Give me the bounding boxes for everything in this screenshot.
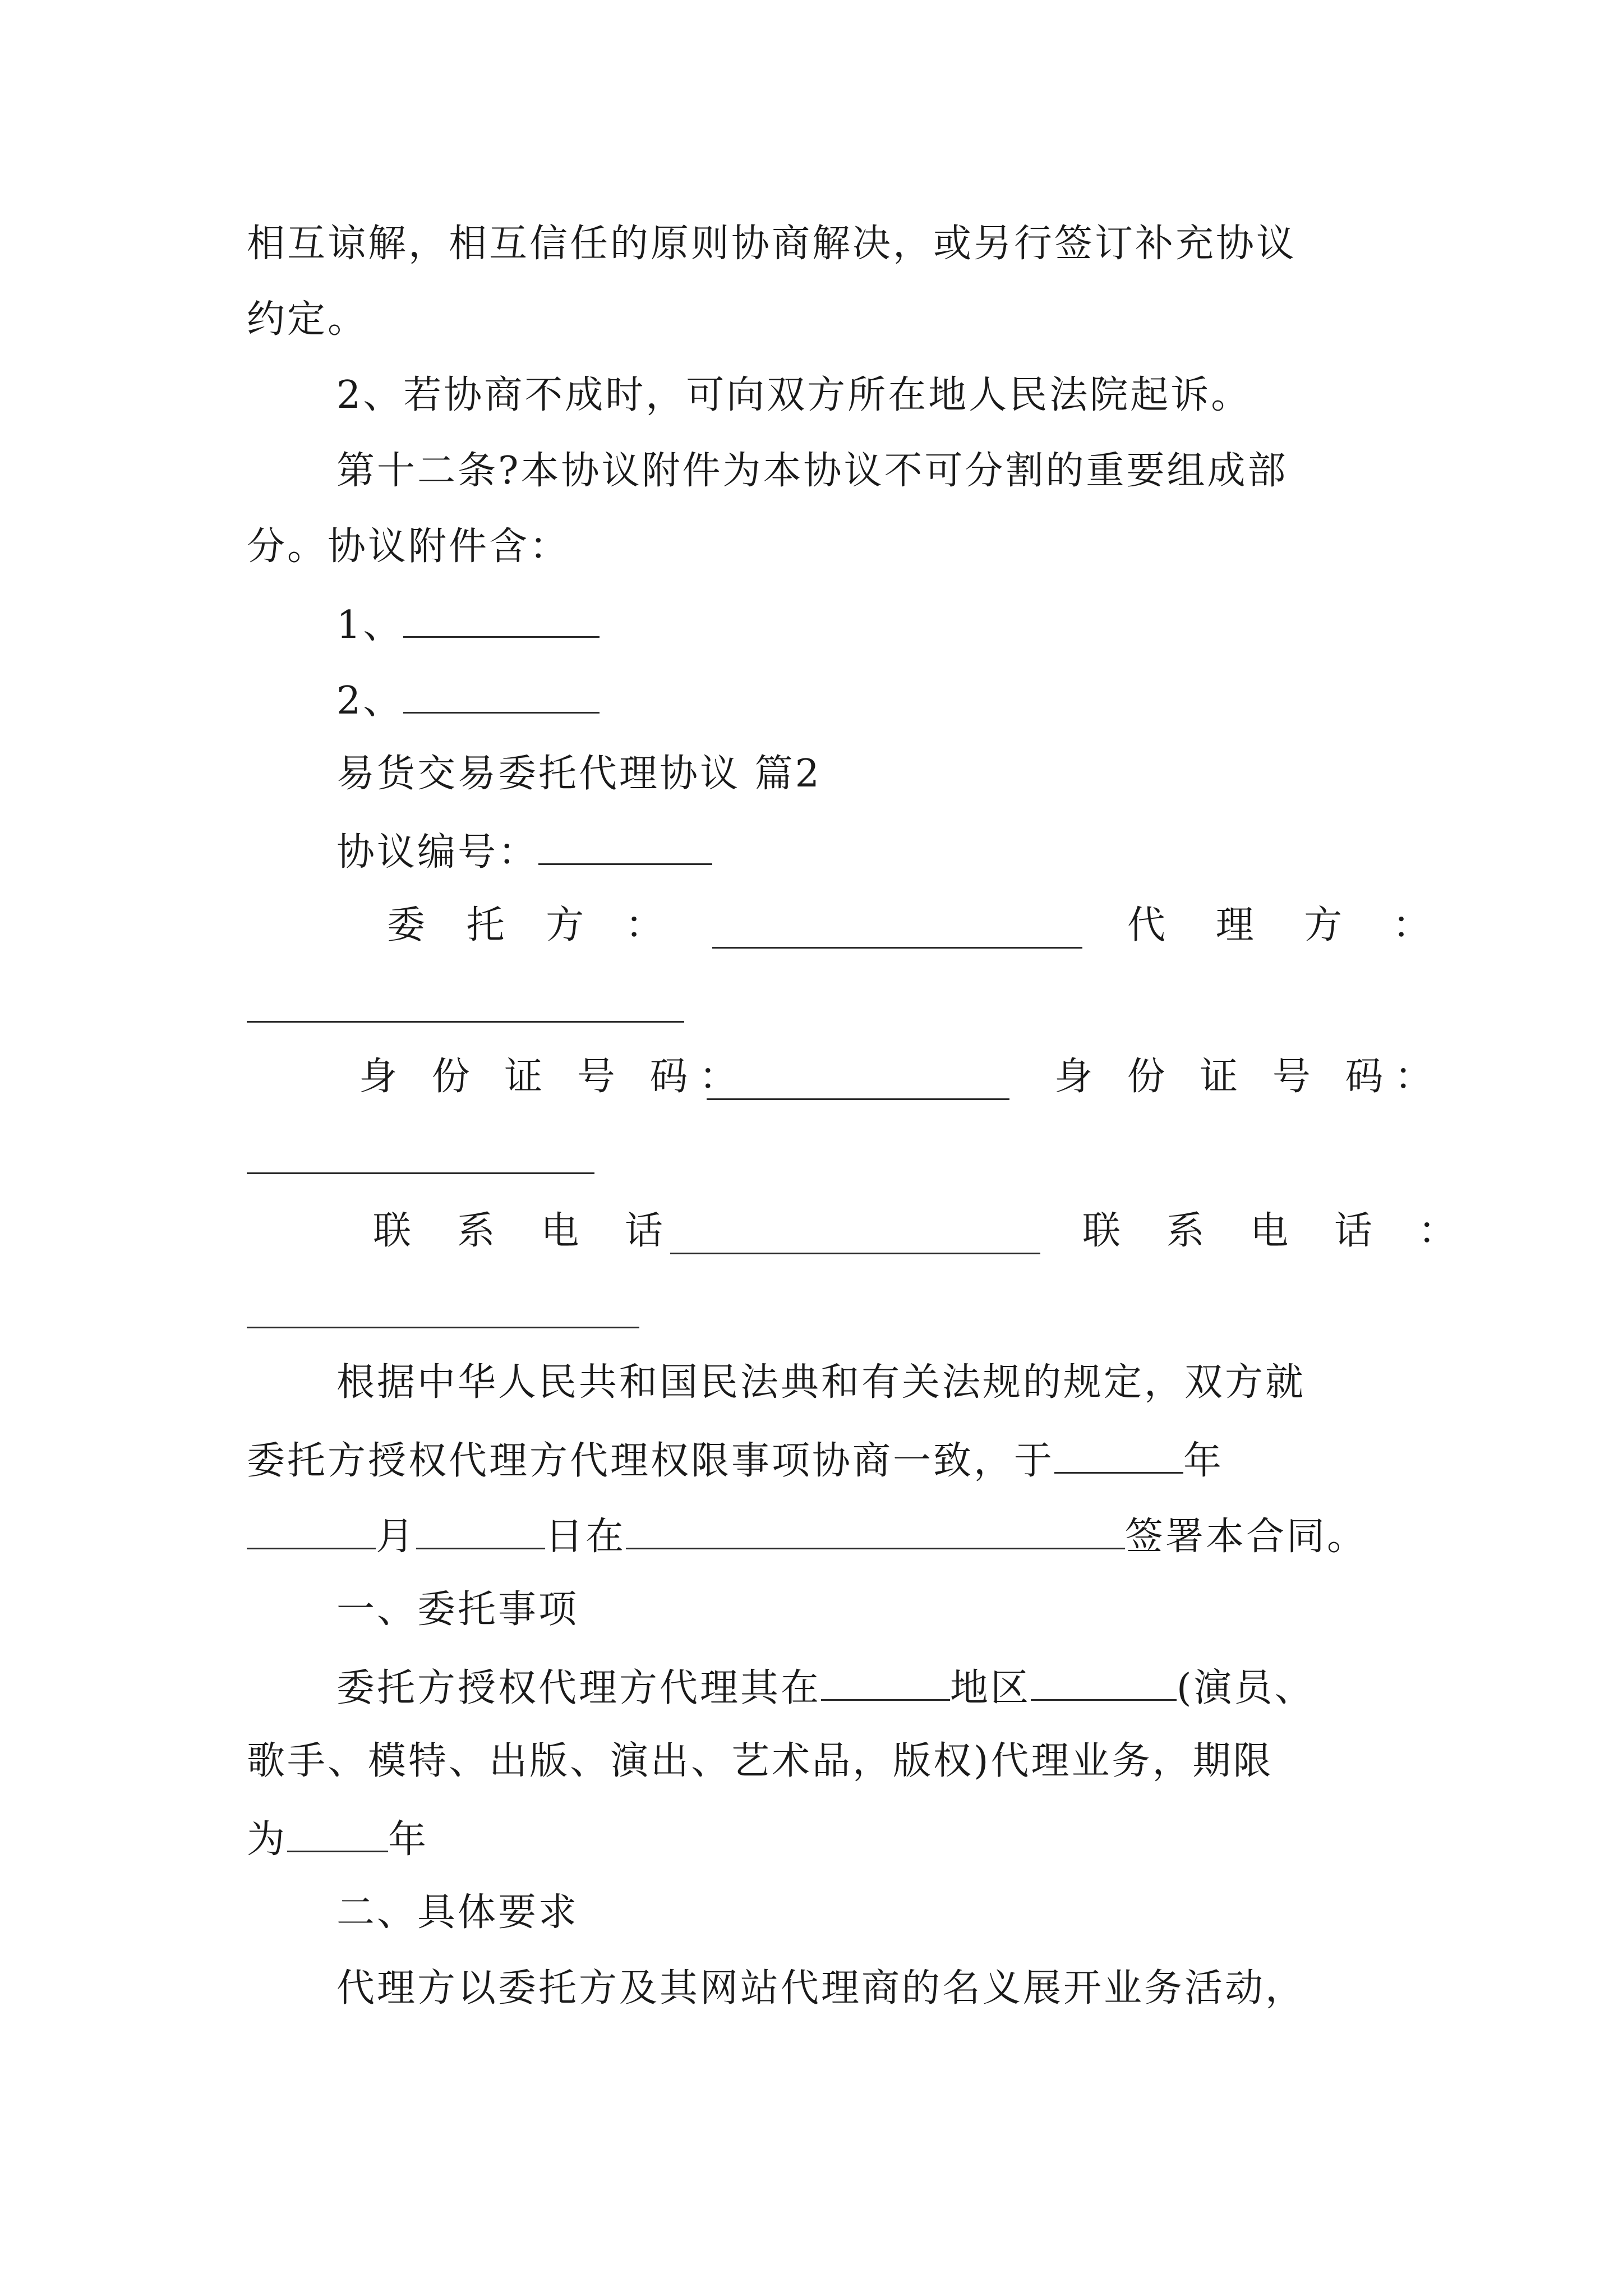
text-segment: 为 [247, 1818, 288, 1862]
text-line: 2、若协商不成时，可向双方所在地人民法院起诉。 [336, 373, 1252, 417]
principal-label: 委 托 方 ： [387, 903, 678, 947]
section-heading: 二、具体要求 [336, 1890, 579, 1935]
agent-label: 代 理 方 ： [1127, 903, 1450, 947]
text-line: 根据中华人民共和国民法典和有关法规的规定，双方就 [336, 1360, 1306, 1405]
section-heading: 易货交易委托代理协议 篇2 [336, 752, 822, 796]
text-segment: 日在 [545, 1515, 626, 1559]
text-segment: (演员、 [1177, 1666, 1315, 1710]
text-segment: 委托方授权代理方代理其在 [336, 1666, 822, 1710]
attachment-number: 2、 [336, 679, 404, 723]
blank-field [1031, 1663, 1177, 1701]
agreement-number-label: 协议编号： [336, 830, 539, 875]
text-line: 第十二条?本协议附件为本协议不可分割的重要组成部 [336, 449, 1288, 493]
blank-field [670, 1253, 1040, 1254]
agent-id-label: 身 份 证 号 码： [1054, 1055, 1444, 1099]
blank-field [403, 676, 600, 714]
attachment-number: 1、 [336, 603, 404, 647]
text-segment: 地区 [950, 1666, 1031, 1710]
text-segment: 年 [1183, 1439, 1224, 1483]
text-segment: 委托方授权代理方代理权限事项协商一致，于 [247, 1439, 1055, 1483]
attachment-item-2 [336, 676, 600, 721]
text-line [247, 1512, 1367, 1557]
principal-id-label: 身 份 证 号 码： [359, 1055, 749, 1099]
text-line [336, 1663, 1315, 1708]
agent-phone-label: 联 系 电 话 ： [1082, 1209, 1473, 1253]
text-line: 代理方以委托方及其网站代理商的名义展开业务活动， [336, 1966, 1306, 2010]
text-line: 相互谅解，相互信任的原则协商解决，或另行签订补充协议 [247, 222, 1297, 266]
blank-field [538, 827, 712, 865]
attachment-item-1 [336, 600, 600, 645]
blank-field [821, 1663, 950, 1701]
section-heading: 一、委托事项 [336, 1588, 579, 1632]
blank-field [403, 600, 600, 638]
blank-field [416, 1512, 545, 1549]
blank-field [287, 1815, 388, 1852]
principal-phone-label: 联 系 电 话 [373, 1209, 680, 1253]
blank-field [247, 1327, 639, 1328]
blank-field [626, 1512, 1125, 1549]
text-segment: 签署本合同。 [1125, 1515, 1368, 1559]
text-line [247, 1436, 1224, 1481]
blank-field [1054, 1436, 1183, 1474]
text-line: 歌手、模特、出版、演出、艺术品，版权)代理业务，期限 [247, 1739, 1274, 1783]
blank-field [247, 1512, 376, 1549]
text-line: 分。协议附件含： [247, 524, 570, 569]
blank-field [707, 1098, 1009, 1100]
blank-field [712, 947, 1082, 949]
text-line: 约定。 [247, 297, 368, 342]
agreement-number-line [336, 827, 712, 875]
text-line [247, 1815, 428, 1860]
text-segment: 年 [388, 1818, 429, 1862]
blank-field [247, 1021, 684, 1023]
blank-field [247, 1172, 594, 1174]
text-segment: 月 [376, 1515, 417, 1559]
